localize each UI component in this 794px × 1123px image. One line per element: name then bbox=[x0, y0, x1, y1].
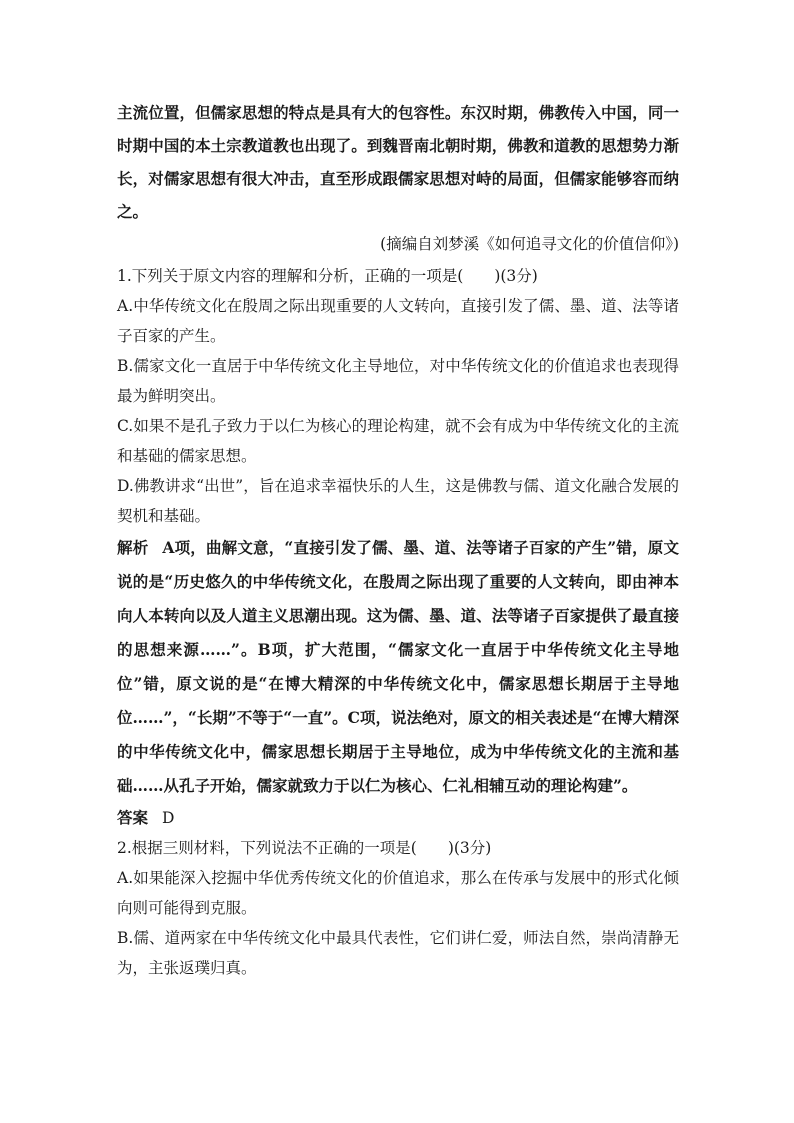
question-1-stem: 1.下列关于原文内容的理解和分析，正确的一项是( )(3分) bbox=[117, 267, 538, 285]
top-margin bbox=[117, 0, 679, 96]
question-1-option-d: D.佛教讲求“出世”，旨在追求幸福快乐的人生，这是佛教与儒、道文化融合发展的契机和基础。 bbox=[117, 477, 679, 525]
document-content bbox=[117, 0, 679, 983]
question-2-option-a: A.如果能深入挖掘中华优秀传统文化的价值追求，那么在传承与发展中的形式化倾向则可能得到克服。 bbox=[117, 869, 679, 917]
passage-citation: (摘编自刘梦溪《如何追寻文化的价值信仰》) bbox=[380, 235, 679, 253]
answer-label: 答案 bbox=[117, 808, 149, 827]
analysis-text: A项，曲解文意，“直接引发了儒、墨、道、法等诸子百家的产生”错，原文说的是“历史悠久的中华传统文化，在殷周之际出现了重要的人文转向，即由神本向人本转向以及人道主义思潮出现。这为儒、墨、道、法等诸子百家提供了最直接的思想来源……”。B项，扩大范围，“儒家文化一直居于中华传统文化主导地位”错，原文说的是“在博大精深的中华传统文化中，儒家思想长期居于主导地位……”，“长期”不等于“一直”。C项，说法绝对，原文的相关表述是“在博大精深的中华传统文化中，儒家思想长期居于主导地位，成为中华传统文化的主流和基础……从孔子开始，儒家就致力于以仁为核心、仁礼相辅互动的理论构建”。 bbox=[117, 538, 679, 795]
question-1-option-c: C.如果不是孔子致力于以仁为核心的理论构建，就不会有成为中华传统文化的主流和基础的儒家思想。 bbox=[117, 417, 679, 465]
passage-paragraph: 主流位置，但儒家思想的特点是具有大的包容性。东汉时期，佛教传入中国，同一时期中国的本土宗教道教也出现了。到魏晋南北朝时期，佛教和道教的思想势力渐长，对儒家思想有很大冲击，直至形成跟儒家思想对峙的局面，但儒家能够容而纳之。 bbox=[117, 103, 679, 221]
question-1-option-a: A.中华传统文化在殷周之际出现重要的人文转向，直接引发了儒、墨、道、法等诸子百家的产生。 bbox=[117, 297, 679, 345]
question-1-answer bbox=[117, 803, 679, 833]
question-2-stem: 2.根据三则材料，下列说法不正确的一项是( )(3分) bbox=[117, 839, 492, 857]
analysis-label: 解析 bbox=[117, 538, 149, 557]
question-1-option-b: B.儒家文化一直居于中华传统文化主导地位，对中华传统文化的价值追求也表现得最为鲜明突出。 bbox=[117, 357, 679, 405]
question-2-option-b: B.儒、道两家在中华传统文化中最具代表性，它们讲仁爱，师法自然，崇尚清静无为，主张返璞归真。 bbox=[117, 929, 679, 977]
answer-value: D bbox=[162, 809, 175, 827]
question-1-analysis bbox=[117, 531, 679, 803]
